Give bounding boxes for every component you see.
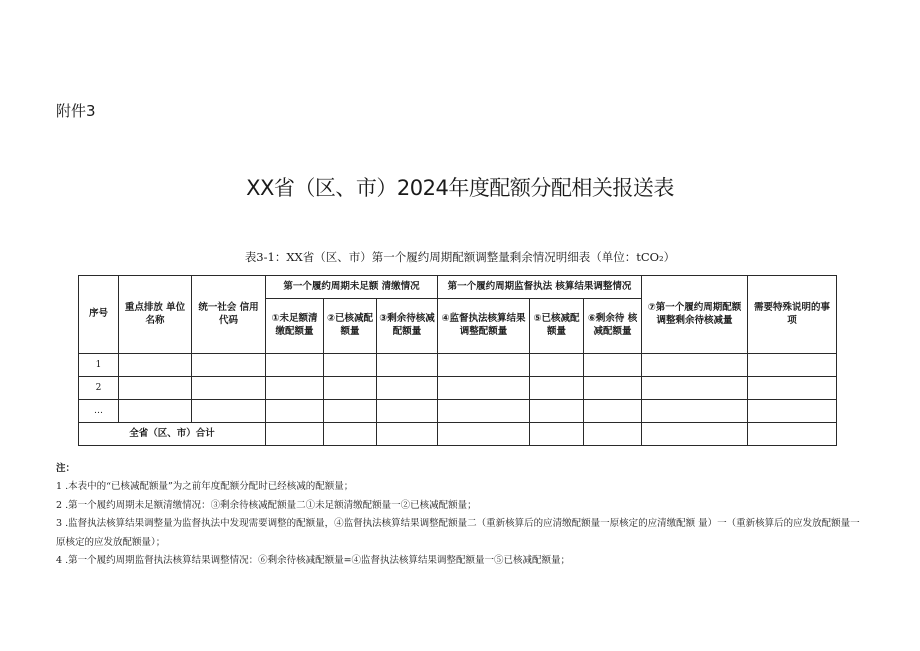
table-cell [438,377,530,400]
row-seq: 1 [79,354,119,377]
table-cell [119,354,192,377]
table-row [79,354,837,377]
table-cell [438,423,530,446]
table-row [79,377,837,400]
header-group-supervision: 第一个履约周期监督执法 核算结果调整情况 [438,276,642,299]
table-cell [530,354,584,377]
table-row [79,400,837,423]
note-item: 2 .第一个履约周期未足额清缴情况：③剩余待核减配额量二①未足额清缴配额量一②已核减配额量； [56,499,477,511]
table-cell [748,423,837,446]
header-col-5: ⑤已核减配额量 [530,299,584,354]
row-seq: 2 [79,377,119,400]
table-cell [324,354,377,377]
header-remark: 需要特殊说明的事项 [748,276,837,354]
notes-heading: 注： [56,463,76,474]
table-cell [266,377,324,400]
table-cell [530,377,584,400]
total-label: 全省（区、市）合计 [79,423,266,446]
table-cell [530,400,584,423]
table-cell [266,423,324,446]
total-row [79,423,837,446]
table-cell [377,423,438,446]
table-cell [584,377,642,400]
note-item: 1 .本表中的“已核减配额量”为之前年度配额分配时已经核减的配额量； [56,481,354,493]
document-title: XX省（区、市）2024年度配额分配相关报送表 [246,176,674,200]
row-seq: … [79,400,119,423]
table-cell [119,400,192,423]
table-cell [377,400,438,423]
notes-section [56,460,866,570]
note-item: 4 .第一个履约周期监督执法核算结果调整情况：⑥剩余待核减配额量=④监督执法核算结果调整配额量一⑤已核减配额量； [56,555,571,567]
table-cell [324,423,377,446]
header-seq: 序号 [79,276,119,354]
allocation-table [78,275,837,446]
table-cell [584,354,642,377]
table-cell [748,400,837,423]
table-cell [584,423,642,446]
note-item: 3 .监督执法核算结果调整量为监督执法中发现需要调整的配额量，④监督执法核算结果调整配额量二（重新核算后的应清缴配额量一原核定的应清缴配额 量）一（重新核算后的应发放配额量一原核定的应发放配额量）； [56,518,860,548]
table-cell [530,423,584,446]
header-col-1: ①未足额清缴配额量 [266,299,324,354]
table-cell [324,400,377,423]
table-cell [642,354,748,377]
header-col-7: ⑦第一个履约周期配额调整剩余待核减量 [642,276,748,354]
table-cell [748,377,837,400]
header-col-4: ④监督执法核算结果调整配额量 [438,299,530,354]
table-cell [377,377,438,400]
table-cell [377,354,438,377]
table-cell [438,354,530,377]
table-cell [192,354,266,377]
table-cell [192,377,266,400]
table-caption: 表3-1：XX省（区、市）第一个履约周期配额调整量剩余情况明细表（单位：tCO₂） [244,250,676,264]
table-cell [642,377,748,400]
attachment-label: 附件3 [56,102,96,120]
header-col-2: ②已核减配额量 [324,299,377,354]
table-cell [266,400,324,423]
header-unit-name: 重点排放 单位名称 [119,276,192,354]
table-cell [324,377,377,400]
table-cell [266,354,324,377]
table-cell [748,354,837,377]
table-cell [438,400,530,423]
header-col-6: ⑥剩余待 核减配额量 [584,299,642,354]
table-cell [192,400,266,423]
table-cell [584,400,642,423]
header-col-3: ③剩余待核减配额量 [377,299,438,354]
table-cell [642,423,748,446]
table-cell [119,377,192,400]
table-cell [642,400,748,423]
header-credit-code: 统一社会 信用代码 [192,276,266,354]
header-group-unsettled: 第一个履约周期未足额 清缴情况 [266,276,438,299]
